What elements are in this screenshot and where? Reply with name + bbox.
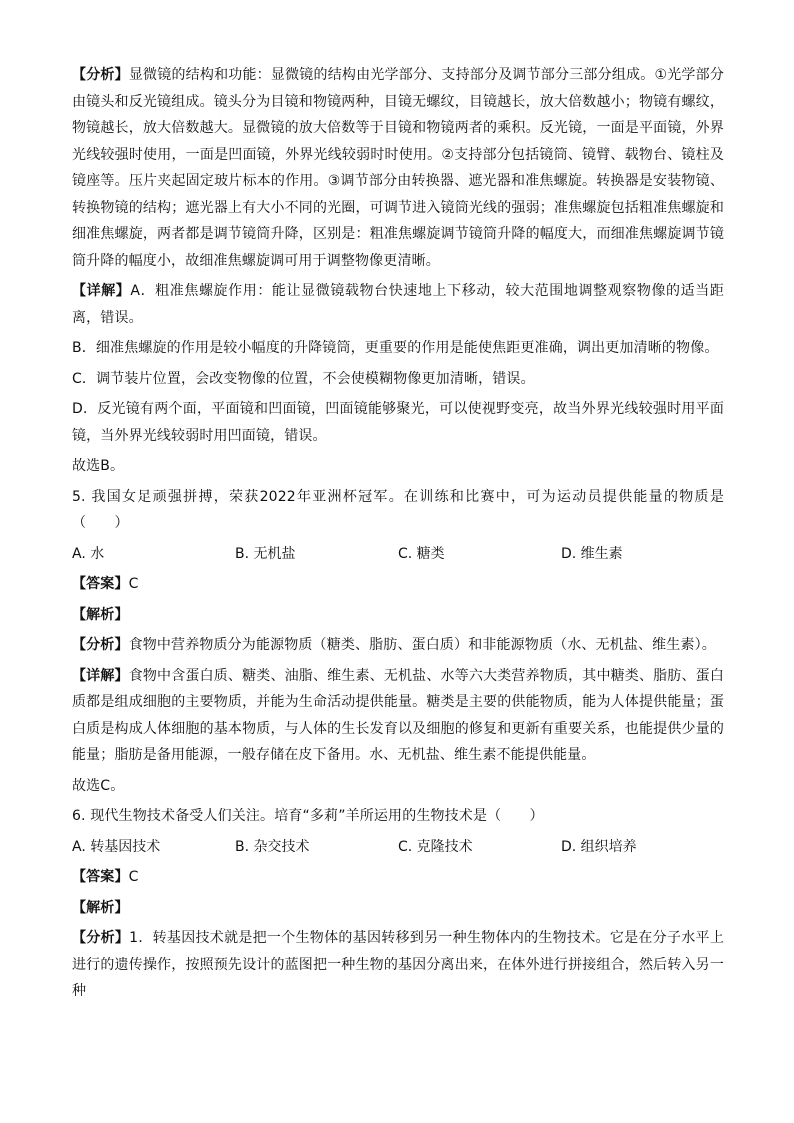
q6-analysis [72,925,724,1005]
analysis-tag: 【分析】 [72,930,130,946]
q5-detail [72,663,724,769]
answer-tag: 【答案】 [72,869,129,885]
q5-analysis [72,632,724,659]
detail-tag: 【详解】 [72,667,129,684]
q4-analysis-text: 显微镜的结构和功能：显微镜的结构由光学部分、支持部分及调节部分三部分组成。①光学部分由镜头和反光镜组成。镜头分为目镜和物镜两种，目镜无螺纹，目镜越长，放大倍数越小；物镜有螺纹，物镜越长，放大倍数越大。显微镜的放大倍数等于目镜和物镜两者的乘积。反光镜，一面是平面镜，外界光线较强时使用，一面是凹面镜，外界光线较弱时时使用。②支持部分包括镜筒、镜臂、载物台、镜柱及镜座等。压片夹起固定玻片标本的作用。③调节部分由转换器、遮光器和准焦螺旋。转换器是安装物镜、转换物镜的结构；遮光器上有大小不同的光圈，可调节进入镜筒光线的强弱；准焦螺旋包括粗准焦螺旋和细准焦螺旋，两者都是调节镜筒升降，区别是：粗准焦螺旋调节镜筒升降的幅度大，而细准焦螺旋调节镜筒升降的幅度小，故细准焦螺旋调可用于调整物像更清晰。 [72,67,724,269]
q6-option-c: C. 克隆技术 [398,838,473,855]
q4-conclusion: 故选B。 [72,458,125,474]
answer-tag: 【答案】 [72,576,129,592]
q5-options [72,541,724,568]
q6-explain-tag: 【解析】 [72,899,129,916]
q5-answer-value: C [128,576,139,592]
q6-option-d: D. 组织培养 [561,838,637,855]
q6-options [72,834,724,861]
q5-detail-text: 食物中含蛋白质、糖类、油脂、维生素、无机盐、水等六大类营养物质，其中糖类、脂肪、蛋白质都是组成细胞的主要物质，并能为生命活动提供能量。糖类是主要的供能物质，能为人体提供能量；蛋白质是构成人体细胞的基本物质，与人体的生长发育以及细胞的修复和更新有重要关系，也能提供少量的能量；脂肪是备用能源，一般存储在皮下备用。水、无机盐、维生素不能提供能量。 [72,667,724,763]
q6-stem: 6. 现代生物技术备受人们关注。培育“多莉”羊所运用的生物技术是（ ） [72,808,544,824]
q6-option-b: B. 杂交技术 [235,838,310,855]
q6-answer-value: C [128,869,139,885]
q5-answer [72,571,724,598]
q4-detail-a [72,278,724,331]
q6-answer [72,864,724,891]
q5-analysis-text: 食物中营养物质分为能源物质（糖类、脂肪、蛋白质）和非能源物质（水、无机盐、维生素）。 [128,637,716,653]
q4-detail-d: D．反光镜有两个面，平面镜和凹面镜，凹面镜能够聚光，可以使视野变亮，故当外界光线较强时用平面镜，当外界光线较弱时用凹面镜，错误。 [72,401,724,444]
q5-option-a: A. 水 [72,545,105,562]
q4-analysis [72,62,724,274]
analysis-tag: 【分析】 [72,637,129,653]
q5-option-b: B. 无机盐 [235,545,296,562]
q5-stem: 5. 我国女足顽强拼搏，荣获2022年亚洲杯冠军。在训练和比赛中，可为运动员提供能量的物质是（ ） [72,488,724,531]
q5-option-d: D. 维生素 [561,545,623,562]
q5-conclusion: 故选C。 [72,777,125,794]
q4-detail-b: B．细准焦螺旋的作用是较小幅度的升降镜筒，更重要的作用是能使焦距更准确，调出更加清晰的物像。 [72,340,719,356]
q4-detail-c: C．调节装片位置，会改变物像的位置，不会使模糊物像更加清晰，错误。 [72,370,535,387]
q6-analysis-text: 1．转基因技术就是把一个生物体的基因转移到另一种生物体内的生物技术。它是在分子水平上进行的遗传操作，按照预先设计的蓝图把一种生物的基因分离出来，在体外进行拼接组合，然后转入另一种 [72,930,724,999]
q4-detail-a-text: A．粗准焦螺旋作用：能让显微镜载物台快速地上下移动，较大范围地调整观察物像的适当距离，错误。 [72,283,724,326]
q5-option-c: C. 糖类 [398,545,445,562]
document-page [72,62,724,1009]
analysis-tag: 【分析】 [72,67,129,83]
q6-option-a: A. 转基因技术 [72,838,161,855]
detail-tag: 【详解】 [72,283,131,299]
q5-explain-tag: 【解析】 [72,606,129,623]
